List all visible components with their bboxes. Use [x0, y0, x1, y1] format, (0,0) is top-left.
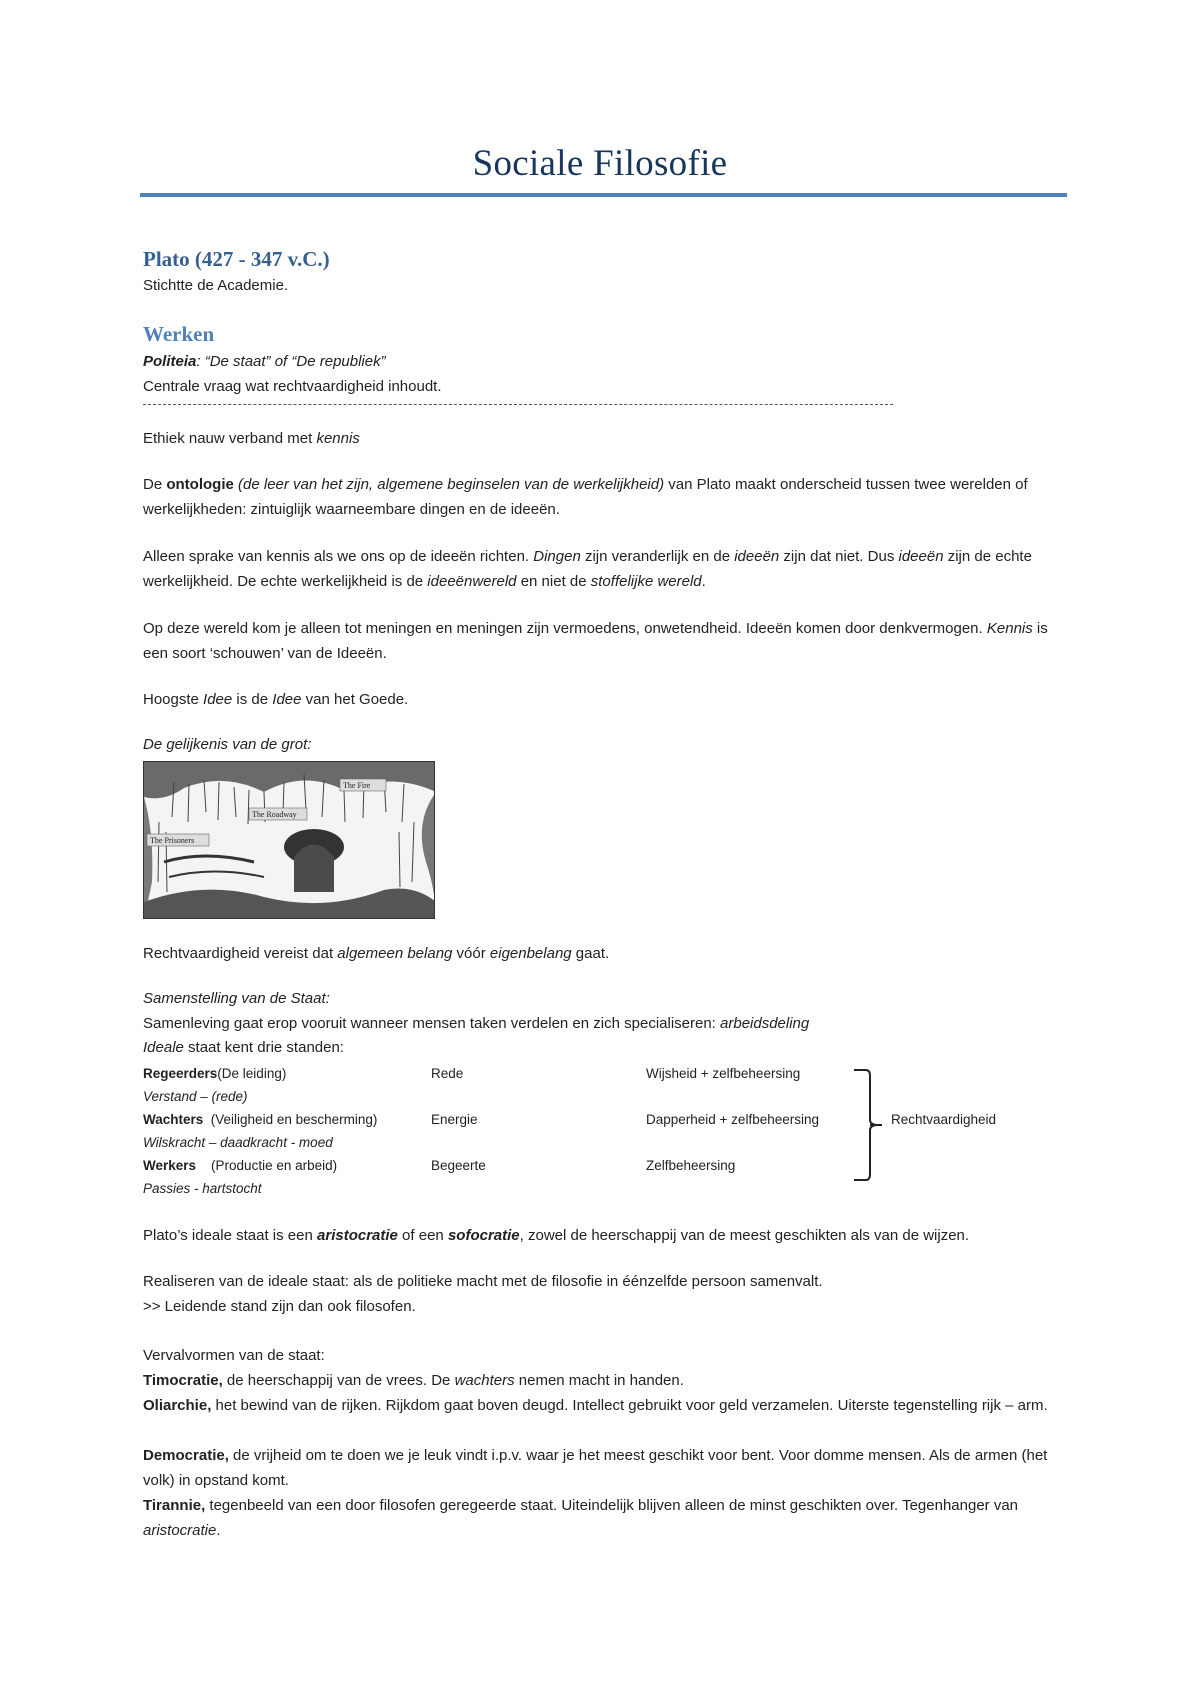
stand-faculty: Rede [431, 1066, 464, 1081]
stand-wachters [143, 1111, 377, 1129]
p3-c: is een soort ‘schouwen’ van de Ideeën. [143, 620, 1048, 662]
p2-k: . [701, 573, 706, 590]
ethiek-kennis: kennis [316, 430, 360, 447]
p3-a: Op deze wereld kom je alleen tot meningen en meningen zijn vermoedens, onwetendheid. Ideeën komen door denkvermogen. [143, 620, 987, 637]
politeia-subtitle: : “De staat” of “De republiek” [196, 353, 386, 370]
recht-e: gaat. [571, 945, 610, 962]
paragraph-meningen [143, 616, 1063, 666]
tira-italic: aristocratie [143, 1522, 217, 1539]
stand-sub: Verstand – (rede) [143, 1089, 248, 1104]
stand-desc: (Productie en arbeid) [196, 1158, 338, 1173]
stand-desc: (De leiding) [217, 1066, 287, 1081]
p4-b: Idee [203, 691, 233, 708]
ethiek-line [143, 429, 360, 449]
timo-italic: wachters [454, 1372, 515, 1389]
leidende-line: >> Leidende stand zijn dan ook filosofen. [143, 1298, 416, 1315]
p1-ontologie: ontologie [166, 476, 234, 493]
tira-term: Tirannie, [143, 1497, 206, 1514]
cave-illustration [143, 761, 435, 919]
recht-c: vóór [452, 945, 490, 962]
p1-text-a: De [143, 476, 167, 493]
p2-f: ideeën [898, 548, 944, 565]
p2-h: ideeënwereld [427, 573, 517, 590]
p2-c: zijn veranderlijk en de [580, 548, 735, 565]
demo-text: de vrijheid om te doen we je leuk vindt i.p.v. waar je het meest geschikt voor bent. Voor domme mensen. Als de armen (het volk) in opstand komt. [143, 1447, 1048, 1489]
p2-e: zijn dat niet. Dus [779, 548, 899, 565]
p3-b: Kennis [986, 620, 1033, 637]
p1-definition: (de leer van het zijn, algemene beginselen van de werkelijkheid) [233, 476, 665, 493]
paragraph-ontologie [143, 472, 1063, 522]
plato-subtitle: Stichtte de Academie. [143, 277, 289, 294]
samenleving-line [143, 1014, 809, 1034]
stand-werkers [143, 1157, 337, 1175]
stand-name: Wachters [143, 1112, 204, 1127]
democratie-paragraph [143, 1443, 1063, 1493]
cave-label-prisoners: The Prisoners [150, 836, 195, 845]
p4-e: van het Goede. [301, 691, 409, 708]
p2-b: Dingen [533, 548, 581, 565]
p4-a: Hoogste [143, 691, 204, 708]
cave-label-roadway: The Roadway [252, 810, 297, 819]
paragraph-goede [143, 690, 408, 710]
ideale-a: Ideale [143, 1039, 184, 1056]
ethiek-text: Ethiek nauw verband met [143, 430, 317, 447]
recht-a: Rechtvaardigheid vereist dat [143, 945, 338, 962]
recht-d: eigenbelang [489, 945, 572, 962]
document-title: Sociale Filosofie [472, 143, 728, 184]
p2-a: Alleen sprake van kennis als we ons op de ideeën richten. [143, 548, 534, 565]
p2-j: stoffelijke wereld [590, 573, 702, 590]
politeia-line [143, 352, 386, 372]
recht-b: algemeen belang [337, 945, 453, 962]
p4-c: is de [232, 691, 273, 708]
timo-text: de heerschappij van de vrees. De [222, 1372, 455, 1389]
samenstelling-label: Samenstelling van de Staat: [143, 990, 330, 1007]
samenleving-b: arbeidsdeling [720, 1015, 810, 1032]
stand-sub: Passies - hartstocht [143, 1181, 262, 1196]
stand-name: Regeerders [143, 1066, 218, 1081]
stand-faculty: Energie [431, 1112, 478, 1127]
oligarchie-paragraph [143, 1393, 1063, 1418]
timocratie-paragraph [143, 1368, 1063, 1393]
rechtvaardigheid-line [143, 944, 609, 964]
ideale-staat-line [143, 1038, 344, 1058]
p2-d: ideeën [734, 548, 780, 565]
tira-text: tegenbeeld van een door filosofen geregeerde staat. Uiteindelijk blijven alleen de minst geschikten over. Tegenhanger van [205, 1497, 1019, 1514]
stand-sub: Wilskracht – daadkracht - moed [143, 1135, 333, 1150]
p1-text-d: van Plato maakt onderscheid tussen twee werelden of werkelijkheden: zintuiglijk waarneembare dingen en de ideeën. [143, 476, 1028, 518]
ideaal-d: sofocratie [447, 1227, 520, 1244]
ideale-b: staat kent drie standen: [183, 1039, 344, 1056]
stand-virtue: Zelfbeheersing [646, 1158, 736, 1173]
stand-desc: (Veiligheid en bescherming) [203, 1112, 378, 1127]
heading-plato: Plato (427 - 347 v.C.) [143, 247, 330, 271]
realiseren-line: Realiseren van de ideale staat: als de politieke macht met de filosofie in éénzelfde persoon samenvalt. [143, 1273, 823, 1290]
ideaal-b: aristocratie [317, 1227, 398, 1244]
politeia-title: Politeia [143, 353, 197, 370]
ideale-staat-paragraph [143, 1226, 969, 1246]
centrale-vraag: Centrale vraag wat rechtvaardigheid inhoudt. [143, 378, 442, 395]
heading-werken: Werken [143, 322, 215, 346]
dashed-separator [143, 404, 893, 405]
ideaal-e: , zowel de heerschappij van de meest geschikten als van de wijzen. [519, 1227, 970, 1244]
timo-term: Timocratie, [143, 1372, 223, 1389]
stand-regeerders [143, 1065, 286, 1083]
stand-name: Werkers [143, 1158, 197, 1173]
olig-term: Oliarchie, [143, 1397, 212, 1414]
stand-virtue: Dapperheid + zelfbeheersing [646, 1112, 819, 1127]
cave-label-fire: The Fire [343, 781, 371, 790]
ideaal-a: Plato’s ideale staat is een [143, 1227, 318, 1244]
vervalvormen-label: Vervalvormen van de staat: [143, 1347, 325, 1364]
demo-term: Democratie, [143, 1447, 229, 1464]
ideaal-c: of een [397, 1227, 448, 1244]
tira-end: . [216, 1522, 221, 1539]
right-brace-icon [846, 1068, 896, 1182]
p2-g: zijn de echte werkelijkheid. De echte werkelijkheid is de [143, 548, 1032, 590]
title-underline [140, 193, 1067, 197]
olig-text: het bewind van de rijken. Rijkdom gaat boven deugd. Intellect gebruikt voor geld verzamelen. Uiterste tegenstelling rijk – arm. [211, 1397, 1048, 1414]
tirannie-paragraph [143, 1493, 1063, 1543]
brace-label: Rechtvaardigheid [891, 1112, 997, 1127]
p2-i: en niet de [516, 573, 591, 590]
p4-d: Idee [272, 691, 302, 708]
cave-drawing [144, 762, 435, 919]
stand-virtue: Wijsheid + zelfbeheersing [646, 1066, 801, 1081]
timo-end: nemen macht in handen. [514, 1372, 684, 1389]
paragraph-ideeen [143, 544, 1063, 594]
samenleving-a: Samenleving gaat erop vooruit wanneer mensen taken verdelen en zich specialiseren: [143, 1015, 721, 1032]
stand-faculty: Begeerte [431, 1158, 486, 1173]
grot-label: De gelijkenis van de grot: [143, 736, 312, 753]
